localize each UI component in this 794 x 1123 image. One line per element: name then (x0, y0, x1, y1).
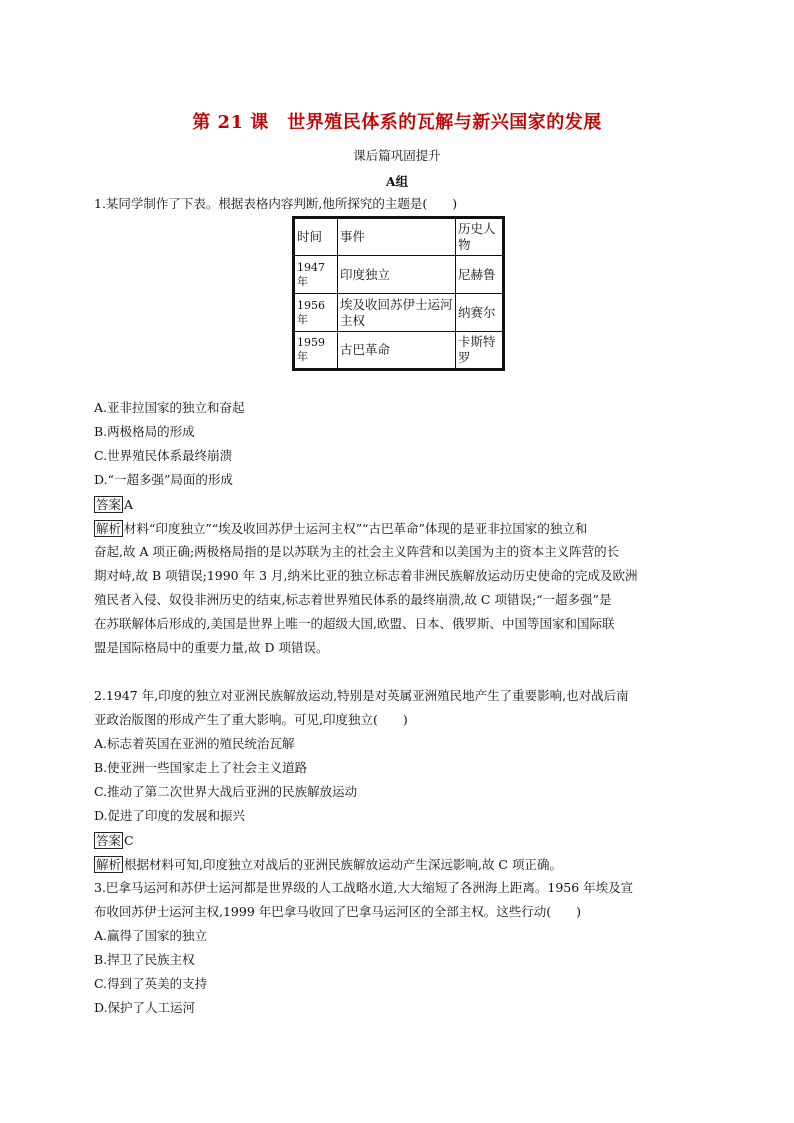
table-cell-time: 1956年 (294, 294, 338, 332)
question-1-option-b: B.两极格局的形成 (94, 424, 195, 439)
question-1-analysis-line: 殖民者入侵、奴役非洲历史的结束,标志着世界殖民体系的最终崩溃,故 C 项错误;“一超多强”是 (94, 592, 612, 607)
question-3-option-a: A.赢得了国家的独立 (94, 928, 208, 943)
question-2-option-c: C.推动了第二次世界大战后亚洲的民族解放运动 (94, 784, 358, 799)
table-row (294, 332, 504, 370)
question-1-table (292, 216, 505, 371)
table-cell-time: 1947年 (294, 256, 338, 294)
question-1-analysis-line (94, 520, 714, 537)
question-3-stem: 3.巴拿马运河和苏伊士运河都是世界级的人工战略水道,大大缩短了各洲海上距离。1956 年埃及宣 (94, 880, 634, 895)
question-2-option-a: A.标志着英国在亚洲的殖民统治瓦解 (94, 736, 295, 751)
lesson-title: 第 21 课 世界殖民体系的瓦解与新兴国家的发展 (192, 112, 602, 133)
question-1-analysis-line: 在苏联解体后形成的,美国是世界上唯一的超级大国,欧盟、日本、俄罗斯、中国等国家和国际联 (94, 616, 615, 631)
answer-value: C (124, 833, 134, 848)
question-3-stem: 布收回苏伊士运河主权,1999 年巴拿马收回了巴拿马运河区的全部主权。这些行动( ) (94, 904, 582, 919)
analysis-text: 根据材料可知,印度独立对战后的亚洲民族解放运动产生深远影响,故 C 项正确。 (124, 857, 562, 872)
table-cell-event: 埃及收回苏伊士运河主权 (338, 294, 456, 332)
question-1-option-a: A.亚非拉国家的独立和奋起 (94, 400, 245, 415)
question-1-option-d: D.“一超多强”局面的形成 (94, 472, 233, 487)
question-2-option-d: D.促进了印度的发展和振兴 (94, 808, 246, 823)
table-header-event: 事件 (338, 218, 456, 256)
table-cell-time: 1959年 (294, 332, 338, 370)
table-cell-person: 卡斯特罗 (456, 332, 504, 370)
question-1-option-c: C.世界殖民体系最终崩溃 (94, 448, 233, 463)
question-1-analysis-line: 盟是国际格局中的重要力量,故 D 项错误。 (94, 640, 329, 655)
answer-value: A (124, 497, 134, 512)
question-2-stem: 亚政治版图的形成产生了重大影响。可见,印度独立( ) (94, 712, 408, 727)
question-3-option-c: C.得到了英美的支持 (94, 976, 208, 991)
question-2-answer (94, 832, 714, 849)
table-header-person: 历史人物 (456, 218, 504, 256)
question-2-analysis (94, 856, 714, 873)
answer-tag: 答案 (96, 497, 122, 512)
group-heading: A组 (385, 174, 409, 189)
table-cell-event: 古巴革命 (338, 332, 456, 370)
question-2-option-b: B.使亚洲一些国家走上了社会主义道路 (94, 760, 308, 775)
table-row (294, 256, 504, 294)
analysis-tag: 解析 (96, 857, 122, 872)
analysis-text: 材料“印度独立”“埃及收回苏伊士运河主权”“古巴革命”体现的是亚非拉国家的独立和 (124, 521, 588, 536)
answer-tag: 答案 (96, 833, 122, 848)
question-3-option-b: B.捍卫了民族主权 (94, 952, 195, 967)
question-3-option-d: D.保护了人工运河 (94, 1000, 196, 1015)
analysis-tag: 解析 (96, 521, 122, 536)
question-1-stem: 1.某同学制作了下表。根据表格内容判断,他所探究的主题是( ) (94, 196, 458, 211)
section-subtitle: 课后篇巩固提升 (353, 148, 441, 163)
table-cell-person: 尼赫鲁 (456, 256, 504, 294)
table-header-time: 时间 (294, 218, 338, 256)
table-cell-person: 纳赛尔 (456, 294, 504, 332)
table-header-row (294, 218, 504, 256)
table-cell-event: 印度独立 (338, 256, 456, 294)
question-1-analysis-line: 奋起,故 A 项正确;两极格局指的是以苏联为主的社会主义阵营和以美国为主的资本主义阵营的长 (94, 544, 620, 559)
table-row (294, 294, 504, 332)
question-1-answer (94, 496, 714, 513)
question-2-stem: 2.1947 年,印度的独立对亚洲民族解放运动,特别是对英属亚洲殖民地产生了重要影响,也对战后南 (94, 688, 629, 703)
question-1-analysis-line: 期对峙,故 B 项错误;1990 年 3 月,纳米比亚的独立标志着非洲民族解放运动历史使命的完成及欧洲 (94, 568, 638, 583)
